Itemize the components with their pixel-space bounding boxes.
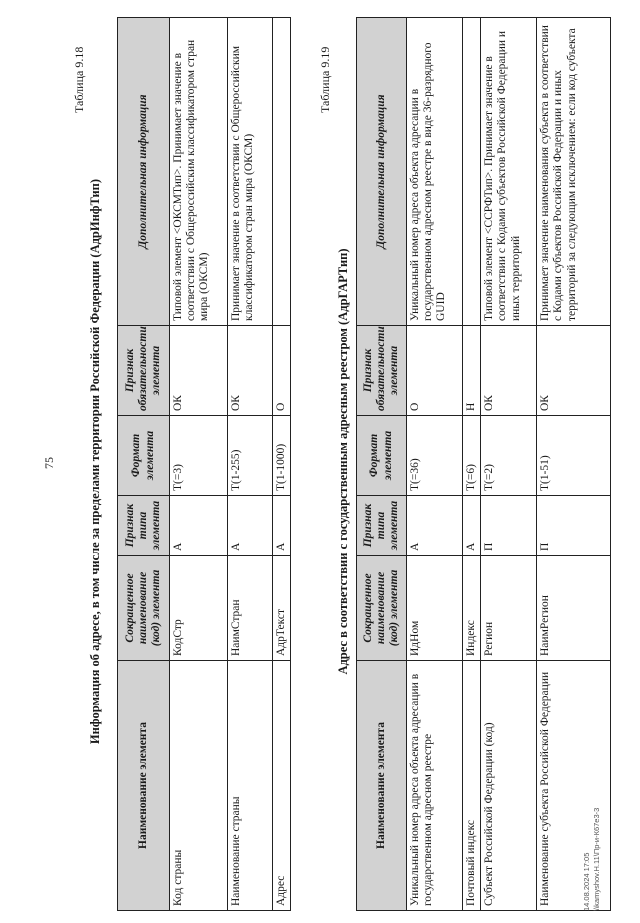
table-cell: А: [170, 496, 228, 556]
table-919-header-name: Наименование элемента: [357, 661, 407, 911]
table-cell: О: [273, 326, 291, 416]
table-cell: ОК: [537, 326, 611, 416]
table-cell: ОК: [228, 326, 273, 416]
print-stamp-path: \\kamyshov.H.11\Пр-и-К67е3-3: [592, 807, 601, 911]
table-cell: Адрес: [273, 661, 291, 911]
table-919-header-type: Признак типа элемента: [357, 496, 407, 556]
table-row: [170, 18, 228, 911]
table-918-header-name: Наименование элемента: [118, 661, 170, 911]
table-cell: [463, 18, 481, 326]
table-cell: Принимает значение в соответствии с Общероссийским классификатором стран мира (ОКСМ): [228, 18, 273, 326]
page-number: 75: [42, 457, 56, 469]
table-cell: Наименование страны: [228, 661, 273, 911]
table-cell: А: [273, 496, 291, 556]
print-stamp-date: 14.08.2024 17:05: [582, 852, 591, 911]
table-cell: Наименование субъекта Российской Федерации: [537, 661, 611, 911]
table-cell: ОК: [170, 326, 228, 416]
table-919-header-info: Дополнительная информация: [357, 18, 407, 326]
table-919-label: Таблица 9.19: [318, 46, 332, 113]
table-cell: А: [228, 496, 273, 556]
table-cell: T(=36): [407, 416, 463, 496]
table-cell: А: [407, 496, 463, 556]
table-cell: П: [537, 496, 611, 556]
table-919-title: Адрес в соответствии с государственным адресным реестром (АдрГАРТип): [336, 248, 350, 675]
table-cell: Типовой элемент <ОКСМТип>. Принимает значение в соответствии с Общероссийским классификатором стран мира (ОКСМ): [170, 18, 228, 326]
table-918-header-info: Дополнительная информация: [118, 18, 170, 326]
table-cell: Уникальный номер адреса объекта адресации в государственном адресном реестре: [407, 661, 463, 911]
table-cell: Уникальный номер адреса объекта адресации в государственном адресном реестре в виде 36-разрядного GUID: [407, 18, 463, 326]
table-cell: Регион: [481, 556, 537, 661]
table-cell: Субъект Российской Федерации (код): [481, 661, 537, 911]
table-918-title: Информация об адресе, в том числе за пределами территории Российской Федерации (АдрИнфТип): [88, 178, 102, 745]
table-918-header-code: Сокращенное наименование (код) элемента: [118, 556, 170, 661]
table-cell: НаимРегион: [537, 556, 611, 661]
table-919-header-code: Сокращенное наименование (код) элемента: [357, 556, 407, 661]
table-cell: Почтовый индекс: [463, 661, 481, 911]
table-cell: ИдНом: [407, 556, 463, 661]
table-cell: Принимает значение наименования субъекта в соответствии с Кодами субъектов Российской Федерации и иных территорий за следующим исключением: если код субъекта: [537, 18, 611, 326]
table-918-header-type: Признак типа элемента: [118, 496, 170, 556]
table-cell: T(=2): [481, 416, 537, 496]
table-cell: T(=6): [463, 416, 481, 496]
table-cell: Н: [463, 326, 481, 416]
table-919-header-format: Формат элемента: [357, 416, 407, 496]
table-cell: T(1-1000): [273, 416, 291, 496]
table-cell: ОК: [481, 326, 537, 416]
table-cell: T(=3): [170, 416, 228, 496]
table-row: [537, 18, 611, 911]
table-cell: КодСтр: [170, 556, 228, 661]
table-row: [481, 18, 537, 911]
table-cell: А: [463, 496, 481, 556]
table-918-label: Таблица 9.18: [72, 46, 86, 113]
table-919-header-row: [357, 18, 407, 911]
table-cell: П: [481, 496, 537, 556]
table-cell: [273, 18, 291, 326]
table-row: [228, 18, 273, 911]
table-918-header-required: Признак обязательности элемента: [118, 326, 170, 416]
table-919: [356, 17, 611, 911]
table-cell: Индекс: [463, 556, 481, 661]
table-cell: АдрТекст: [273, 556, 291, 661]
table-cell: Код страны: [170, 661, 228, 911]
table-918: [117, 17, 291, 911]
table-cell: Типовой элемент <ССРФТип>. Принимает значение в соответствии с Кодами субъектов Российской Федерации и иных территорий: [481, 18, 537, 326]
table-cell: T(1-255): [228, 416, 273, 496]
table-919-header-required: Признак обязательности элемента: [357, 326, 407, 416]
table-row: [273, 18, 291, 911]
table-918-header-row: [118, 18, 170, 911]
table-row: [407, 18, 463, 911]
table-cell: T(1-51): [537, 416, 611, 496]
table-918-header-format: Формат элемента: [118, 416, 170, 496]
table-cell: НаимСтран: [228, 556, 273, 661]
table-row: [463, 18, 481, 911]
table-cell: О: [407, 326, 463, 416]
